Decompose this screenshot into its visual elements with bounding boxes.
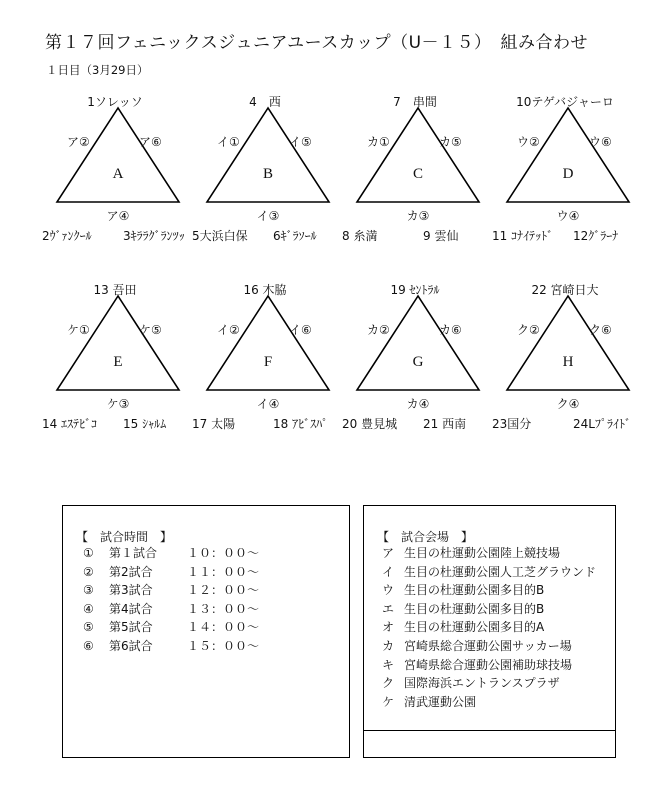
team-bottom-right: 3ｷﾗﾗｸﾞﾗﾝﾂｯ <box>123 229 185 243</box>
group-g <box>335 283 495 433</box>
team-bottom-left: 17 太陽 <box>192 417 236 431</box>
schedule-heading: 【 試合時間 】 <box>76 530 173 544</box>
venue-box <box>363 505 616 758</box>
match-left: イ② <box>217 323 240 337</box>
match-right: ウ⑥ <box>589 135 612 149</box>
match-right: ク⑥ <box>589 323 612 337</box>
slot-number: ⑥ <box>83 638 94 653</box>
venue-name: 生目の杜運動公園多目的B <box>404 601 545 616</box>
team-bottom-left: 14 ｴｽﾃﾋﾞｺ <box>42 417 98 431</box>
match-bottom: ア④ <box>106 209 130 223</box>
slot-label: 第4試合 <box>109 601 153 616</box>
team-top: 13 吾田 <box>93 283 137 297</box>
venue-key: ケ <box>382 694 395 709</box>
group-d <box>485 95 645 245</box>
group-letter: C <box>412 166 424 182</box>
slot-number: ④ <box>83 601 94 616</box>
team-bottom-right: 6ｷﾞﾗｿｰﾙ <box>273 229 317 243</box>
slot-number: ① <box>83 546 94 560</box>
match-bottom: イ④ <box>256 397 280 411</box>
match-left: ア② <box>67 135 90 149</box>
group-letter: G <box>412 354 424 370</box>
venue-key: ウ <box>382 583 395 598</box>
match-left: ク② <box>517 323 540 337</box>
venue-name: 宮崎県総合運動公園サッカー場 <box>404 639 572 653</box>
venue-name: 清武運動公園 <box>404 694 477 709</box>
team-bottom-right: 15 ｼｬﾙﾑ <box>123 417 167 431</box>
venue-key: オ <box>382 620 395 635</box>
slot-number: ③ <box>83 583 94 597</box>
slot-time: １５：００～ <box>187 638 260 653</box>
venue-name: 生目の杜運動公園多目的A <box>404 620 545 635</box>
slot-number: ⑤ <box>83 620 94 634</box>
slot-time: １４：００～ <box>187 620 260 634</box>
venue-name: 国際海浜エントランスプラザ <box>404 676 560 691</box>
venue-key: カ <box>382 639 395 653</box>
match-right: ア⑥ <box>139 135 162 149</box>
slot-time: １１：００～ <box>187 564 260 579</box>
venue-key: キ <box>382 657 395 672</box>
slot-label: 第5試合 <box>109 620 153 634</box>
venue-divider <box>364 730 615 731</box>
group-letter: D <box>562 166 574 182</box>
slot-time: １０：００～ <box>187 546 260 560</box>
team-bottom-right: 24Lﾌﾟﾗｲﾄﾞ <box>573 417 631 431</box>
group-letter: E <box>113 354 123 370</box>
page-subtitle: １日目（3月29日） <box>46 63 149 77</box>
slot-label: 第6試合 <box>109 638 153 653</box>
group-letter: B <box>262 166 274 182</box>
team-bottom-left: 20 豊見城 <box>342 417 398 431</box>
group-f <box>185 283 345 433</box>
venue-key: ア <box>382 546 395 560</box>
venue-name: 生目の杜運動公園人工芝グラウンド <box>404 564 597 579</box>
team-bottom-left: 23国分 <box>492 417 532 431</box>
match-right: カ⑤ <box>439 135 462 149</box>
match-bottom: イ③ <box>256 209 280 223</box>
group-letter: A <box>112 166 124 182</box>
match-left: カ① <box>367 135 390 149</box>
match-bottom: ケ③ <box>106 397 130 411</box>
match-right: イ⑤ <box>289 135 312 149</box>
venue-name: 宮崎県総合運動公園補助球技場 <box>404 657 573 672</box>
team-top: 19 ｾﾝﾄﾗﾙ <box>390 283 440 297</box>
team-bottom-left: 8 糸満 <box>342 229 378 243</box>
team-top: 1ソレッソ <box>87 95 143 109</box>
match-left: ウ② <box>517 135 540 149</box>
venue-name: 生目の杜運動公園陸上競技場 <box>404 546 561 560</box>
group-h <box>485 283 645 433</box>
group-c <box>335 95 495 245</box>
team-top: 22 宮崎日大 <box>531 283 599 297</box>
venue-heading: 【 試合会場 】 <box>377 530 474 544</box>
match-right: カ⑥ <box>439 323 462 337</box>
venue-name: 生目の杜運動公園多目的B <box>404 583 545 598</box>
match-bottom: カ③ <box>406 209 430 223</box>
group-letter: H <box>562 354 574 370</box>
match-left: ケ① <box>67 323 90 337</box>
team-bottom-left: 11 ｺﾅｲﾃｯﾄﾞ <box>492 229 554 243</box>
slot-number: ② <box>83 564 94 579</box>
group-b <box>185 95 345 245</box>
team-bottom-right: 9 雲仙 <box>423 229 459 243</box>
team-top: 10テゲバジャーロ <box>516 95 614 109</box>
slot-time: １３：００～ <box>187 601 260 616</box>
team-bottom-right: 12ｸﾞﾗｰﾅ <box>573 229 619 243</box>
slot-time: １２：００～ <box>187 583 260 597</box>
match-right: イ⑥ <box>289 323 312 337</box>
team-top: 16 木脇 <box>243 283 287 297</box>
venue-key: エ <box>382 601 395 616</box>
match-bottom: ウ④ <box>556 209 580 223</box>
page-title: 第１７回フェニックスジュニアユースカップ（U－１５） 組み合わせ <box>45 33 589 53</box>
team-bottom-left: 2ｳﾞｧﾝｸｰﾙ <box>42 229 92 243</box>
team-top: 7 串間 <box>393 95 437 109</box>
team-bottom-left: 5大浜白保 <box>192 229 248 243</box>
team-bottom-right: 21 西南 <box>423 417 467 431</box>
schedule-box <box>62 505 350 758</box>
group-e <box>35 283 195 433</box>
match-bottom: ク④ <box>556 397 580 411</box>
slot-label: 第3試合 <box>109 583 153 597</box>
team-bottom-right: 18 ｱﾋﾞｽﾊﾟ <box>273 417 329 431</box>
team-top: 4 西 <box>249 95 281 109</box>
group-letter: F <box>263 354 273 370</box>
match-left: イ① <box>217 135 240 149</box>
match-bottom: カ④ <box>406 397 430 411</box>
venue-key: ク <box>382 676 395 691</box>
match-left: カ② <box>367 323 390 337</box>
slot-label: 第１試合 <box>109 546 158 560</box>
match-right: ケ⑤ <box>139 323 162 337</box>
slot-label: 第2試合 <box>109 564 153 579</box>
group-a <box>35 95 195 245</box>
venue-key: イ <box>382 564 395 579</box>
